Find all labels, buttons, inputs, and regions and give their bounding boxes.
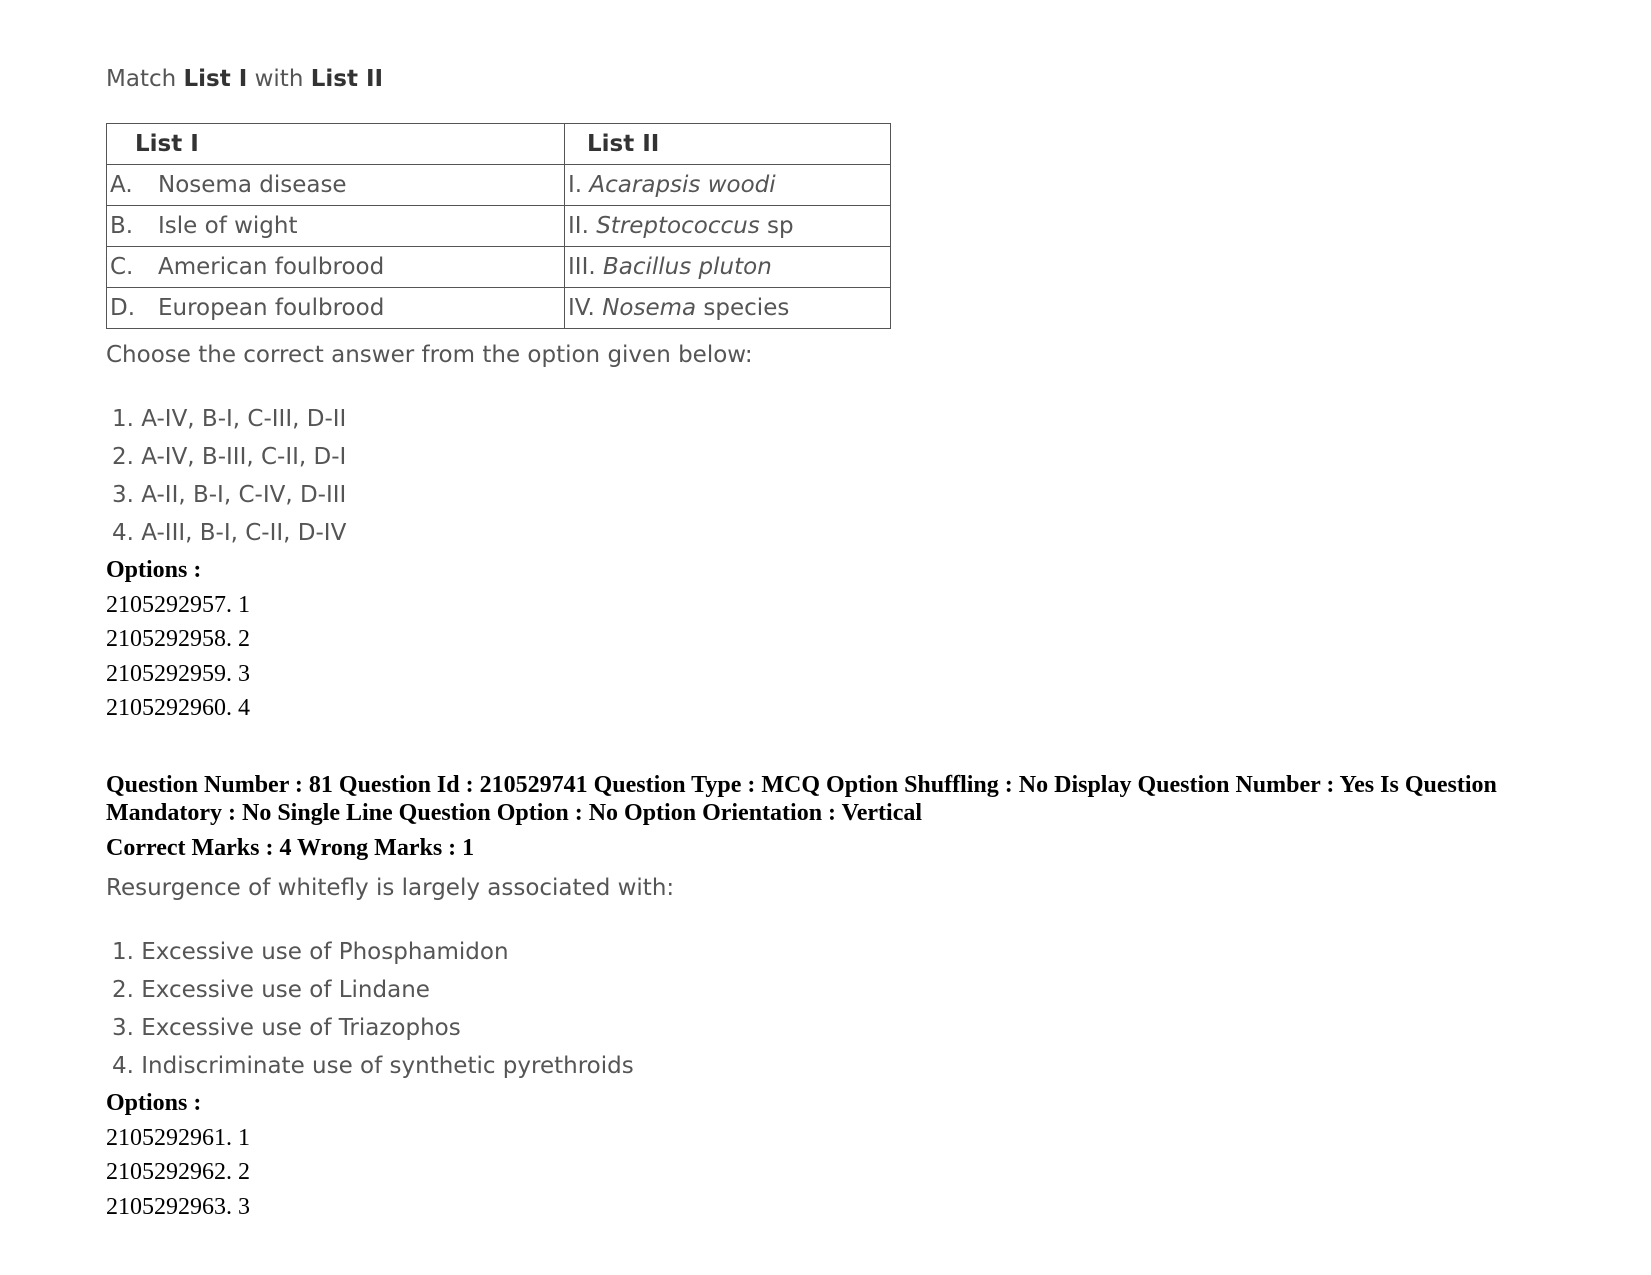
row-species: Acarapsis woodi <box>589 172 776 198</box>
row-species: Streptococcus <box>596 213 760 239</box>
choice-item: 3. Excessive use of Triazophos <box>112 1015 461 1041</box>
choice-item: 3. A-II, B-I, C-IV, D-III <box>112 482 347 508</box>
table-cell-right <box>565 247 891 288</box>
row-label: B. <box>110 213 134 239</box>
question-81-choices <box>106 933 634 1085</box>
option-item: 2105292960. 4 <box>106 695 250 721</box>
table-cell-right <box>565 165 891 206</box>
stem-list2: List II <box>310 66 384 92</box>
row-text: Nosema disease <box>158 172 347 198</box>
row-label: C. <box>110 254 134 280</box>
choice-item: 4. Indiscriminate use of synthetic pyrethroids <box>112 1053 634 1079</box>
stem-text: Match <box>106 66 177 92</box>
question-80-stem <box>106 64 383 94</box>
table-row <box>107 165 891 206</box>
option-item: 2105292962. 2 <box>106 1159 250 1185</box>
question-81-options <box>106 1086 250 1224</box>
row-label: A. <box>110 172 133 198</box>
row-label: D. <box>110 295 136 321</box>
option-item: 2105292958. 2 <box>106 626 250 652</box>
match-table <box>106 123 891 329</box>
row-species: Bacillus pluton <box>602 254 772 280</box>
table-header-list1: List I <box>107 124 565 165</box>
table-cell-right <box>565 206 891 247</box>
choice-item: 2. Excessive use of Lindane <box>112 977 430 1003</box>
row-text: Isle of wight <box>158 213 298 239</box>
stem-list1: List I <box>183 66 248 92</box>
table-cell-left <box>107 206 565 247</box>
question-81-marks: Correct Marks : 4 Wrong Marks : 1 <box>106 835 475 861</box>
question-80-choices <box>106 400 346 552</box>
option-item: 2105292959. 3 <box>106 660 250 687</box>
metadata-line: Mandatory : No Single Line Question Option : No Option Orientation : Vertical <box>106 800 923 826</box>
table-header-row <box>107 124 891 165</box>
options-heading: Options : <box>106 1090 202 1116</box>
row-numeral: I. <box>568 172 583 198</box>
question-80-instruction: Choose the correct answer from the option given below: <box>106 342 753 368</box>
choice-item: 4. A-III, B-I, C-II, D-IV <box>112 520 347 546</box>
table-row <box>107 247 891 288</box>
option-item: 2105292963. 3 <box>106 1193 250 1220</box>
row-species: Nosema <box>602 295 697 321</box>
table-row <box>107 206 891 247</box>
row-numeral: IV. <box>568 295 595 321</box>
table-cell-left <box>107 247 565 288</box>
choice-item: 2. A-IV, B-III, C-II, D-I <box>112 444 347 470</box>
row-numeral: III. <box>568 254 596 280</box>
table-cell-left <box>107 288 565 329</box>
table-header-list2: List II <box>565 124 891 165</box>
table-cell-left <box>107 165 565 206</box>
option-item: 2105292957. 1 <box>106 591 250 618</box>
table-cell-right <box>565 288 891 329</box>
question-80-options <box>106 553 250 726</box>
row-text: American foulbrood <box>158 254 385 280</box>
metadata-line: Question Number : 81 Question Id : 210529741 Question Type : MCQ Option Shuffling : No Display Question Number : Yes Is Question <box>106 772 1497 798</box>
stem-text: with <box>254 66 304 92</box>
option-item: 2105292961. 1 <box>106 1124 250 1151</box>
choice-item: 1. Excessive use of Phosphamidon <box>112 939 509 965</box>
row-text: European foulbrood <box>158 295 385 321</box>
question-81-stem: Resurgence of whitefly is largely associated with: <box>106 875 675 901</box>
question-81-metadata <box>106 771 1586 827</box>
choice-item: 1. A-IV, B-I, C-III, D-II <box>112 406 347 432</box>
options-heading: Options : <box>106 557 202 583</box>
row-numeral: II. <box>568 213 589 239</box>
row-suffix: species <box>703 295 790 321</box>
row-suffix: sp <box>767 213 794 239</box>
table-row <box>107 288 891 329</box>
